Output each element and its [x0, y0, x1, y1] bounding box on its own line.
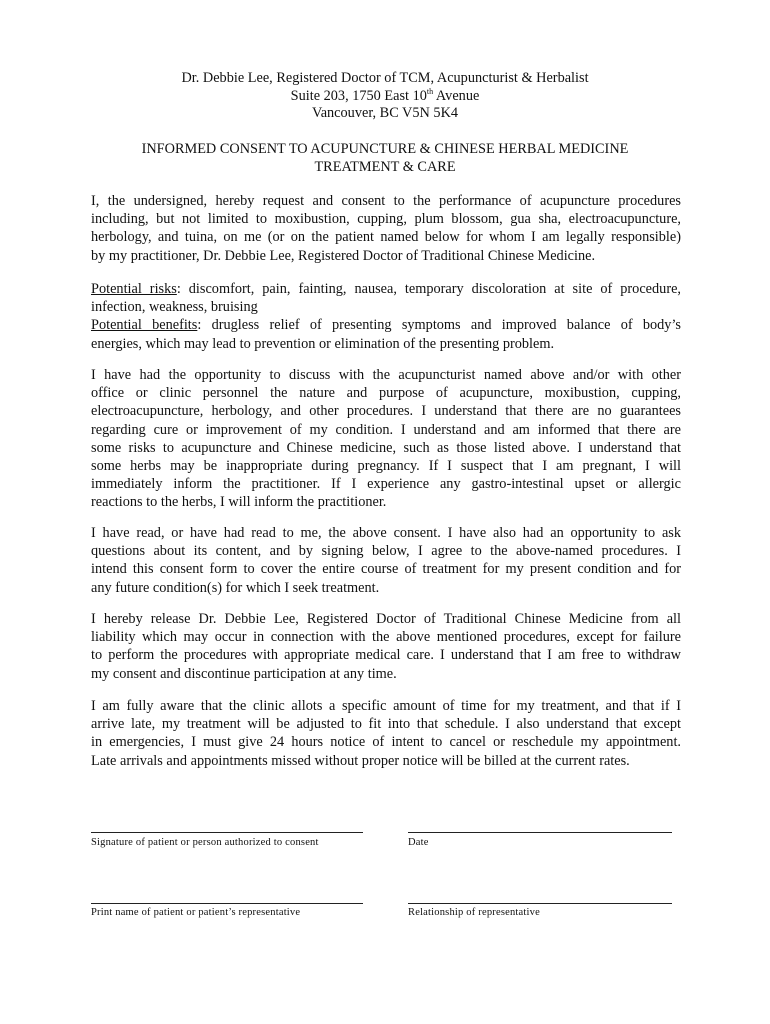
print-name-label: Print name of patient or patient’s representative	[91, 907, 301, 918]
clinic-street-address	[0, 88, 770, 106]
text-line: herbology, and tuina, on me (or on the patient named below for whom I am legally responsible)	[91, 229, 681, 246]
text-line: intend this consent form to cover the entire course of treatment for my present condition and for	[91, 561, 681, 578]
cancellation-policy-paragraph	[91, 697, 681, 770]
benefits-line-2: energies, which may lead to prevention or elimination of the presenting problem.	[91, 335, 555, 352]
title-line-2: TREATMENT & CARE	[314, 158, 456, 175]
risks-text: : discomfort, pain, fainting, nausea, temporary discoloration at site of procedure,	[176, 281, 682, 297]
street-address-text: Suite 203, 1750 East 10	[290, 87, 427, 104]
street-suffix-text: Avenue	[433, 87, 480, 104]
risks-line-2: infection, weakness, bruising	[91, 299, 258, 316]
release-paragraph	[91, 610, 681, 683]
risks-benefits-paragraph	[91, 280, 681, 353]
benefits-text: : drugless relief of presenting symptoms and improved balance of body’s	[197, 317, 681, 334]
text-line: questions about its content, and by signing below, I agree to the above-named procedures. I	[91, 543, 681, 560]
text-line: arrive late, my treatment will be adjusted to fit into that schedule. I also understand that except	[91, 716, 681, 733]
text-line: any future condition(s) for which I seek treatment.	[91, 579, 380, 596]
text-line: by my practitioner, Dr. Debbie Lee, Registered Doctor of Traditional Chinese Medicine.	[91, 247, 596, 264]
signature-line[interactable]	[91, 832, 363, 833]
print-name-line[interactable]	[91, 903, 363, 904]
potential-benefits-label: Potential benefits	[91, 317, 198, 334]
text-line: I am fully aware that the clinic allots a specific amount of time for my treatment, and that if I	[91, 698, 681, 714]
text-line: office or clinic personnel the nature and purpose of acupuncture, moxibustion, cupping,	[91, 385, 681, 402]
relationship-line[interactable]	[408, 903, 672, 904]
text-line: I hereby release Dr. Debbie Lee, Registered Doctor of Traditional Chinese Medicine from all	[91, 611, 681, 627]
text-line: some risks to acupuncture and Chinese medicine, such as those listed above. I understand that	[91, 439, 681, 456]
clinic-city: Vancouver, BC V5N 5K4	[311, 105, 459, 121]
text-line: reactions to the herbs, I will inform the practitioner.	[91, 494, 387, 511]
text-line: Late arrivals and appointments missed without proper notice will be billed at the current rates.	[91, 752, 630, 769]
text-line: immediately inform the practitioner. If I experience any gastro-intestinal upset or allergic	[91, 476, 681, 493]
text-line: I have read, or have had read to me, the above consent. I have also had an opportunity to ask	[91, 525, 681, 541]
text-line: my consent and discontinue participation at any time.	[91, 665, 397, 682]
text-line: some herbs may be inappropriate during pregnancy. If I suspect that I am pregnant, I will	[91, 458, 681, 475]
risks-line-1	[91, 280, 681, 298]
text-line: regarding cure or improvement of my condition. I understand and am informed that there are	[91, 421, 681, 438]
title-line-1: INFORMED CONSENT TO ACUPUNCTURE & CHINESE HERBAL MEDICINE	[141, 141, 629, 157]
benefits-line-1	[91, 316, 681, 334]
text-line: to perform the procedures with appropriate medical care. I understand that I am free to withdraw	[91, 647, 681, 664]
date-label: Date	[408, 837, 429, 848]
acknowledgement-paragraph	[91, 366, 681, 512]
agreement-paragraph	[91, 524, 681, 597]
text-line: I, the undersigned, hereby request and consent to the performance of acupuncture procedures	[91, 193, 681, 209]
document-title	[0, 141, 770, 176]
ordinal-suffix: th	[426, 86, 434, 96]
relationship-label: Relationship of representative	[408, 907, 540, 918]
clinic-name: Dr. Debbie Lee, Registered Doctor of TCM, Acupuncturist & Herbalist	[181, 70, 589, 86]
consent-request-paragraph	[91, 192, 681, 265]
clinic-header	[0, 70, 770, 123]
text-line: I have had the opportunity to discuss with the acupuncturist named above and/or with other	[91, 367, 681, 383]
text-line: electroacupuncture, herbology, and other procedures. I understand that there are no guarantees	[91, 403, 681, 420]
text-line: in emergencies, I must give 24 hours notice of intent to cancel or reschedule my appointment.	[91, 734, 681, 751]
date-line[interactable]	[408, 832, 672, 833]
potential-risks-label: Potential risks	[91, 281, 177, 297]
text-line: including, but not limited to moxibustion, cupping, plum blossom, gua sha, electroacupuncture,	[91, 211, 681, 228]
signature-label: Signature of patient or person authorized to consent	[91, 837, 319, 848]
text-line: liability which may occur in connection with the above mentioned procedures, except for failure	[91, 629, 681, 646]
